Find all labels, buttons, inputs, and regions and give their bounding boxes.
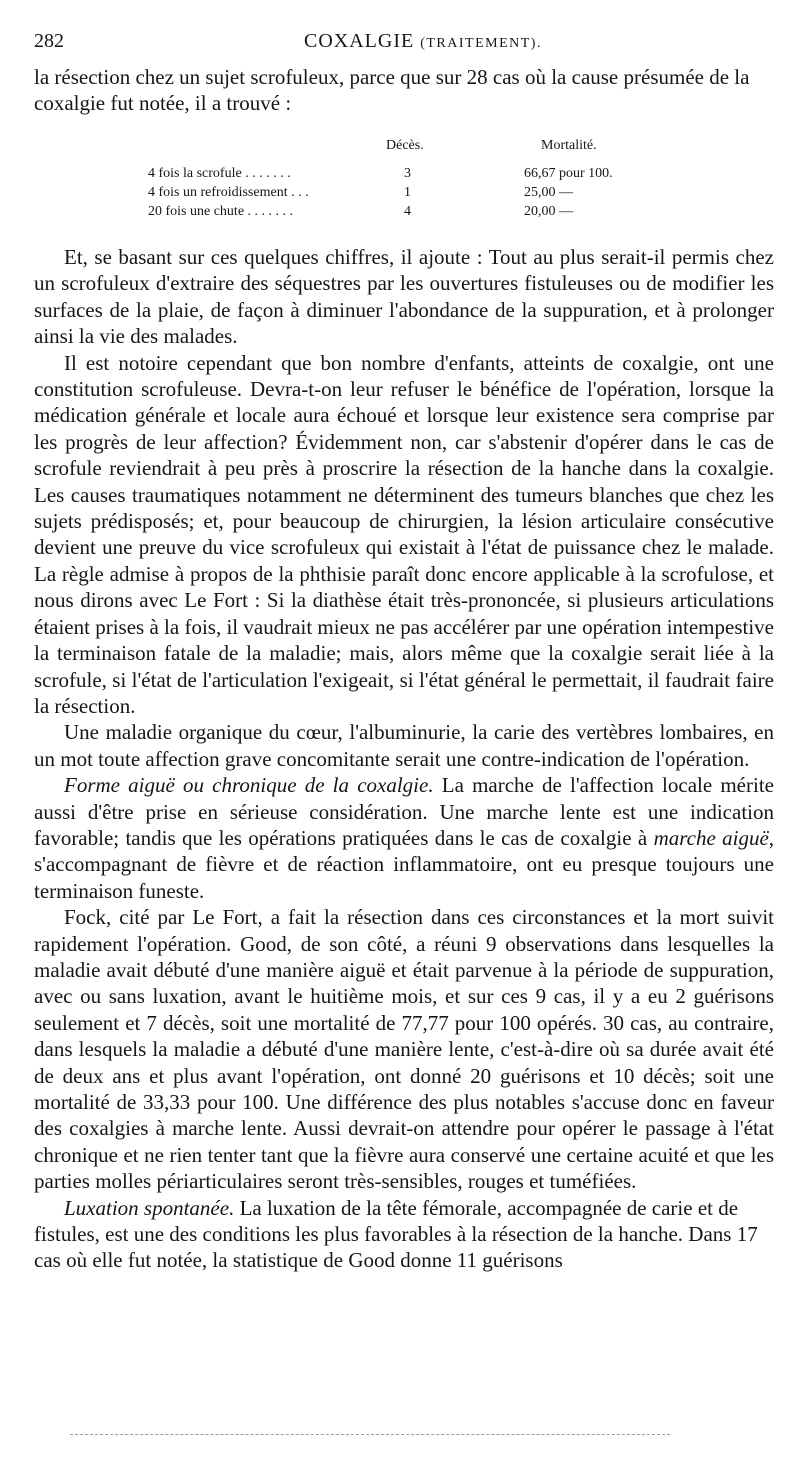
section-title-luxation: Luxation spontanée. bbox=[64, 1195, 235, 1220]
paragraph-4-text-a: La marche de l'affection locale mérite aussi d'être prise en sérieuse considération. Une marche lente est une indication favorable; tandis que les opérations pratiquées dans le cas de coxalgie à bbox=[34, 773, 774, 850]
paragraph-6 bbox=[34, 1195, 774, 1274]
row-mortalite: 66,67 pour 100. bbox=[524, 166, 613, 181]
mortalite-header: Mortalité. bbox=[541, 138, 597, 153]
running-title-sub: (TRAITEMENT). bbox=[420, 36, 542, 51]
running-title-main: COXALGIE bbox=[304, 30, 415, 52]
table-row bbox=[0, 166, 800, 186]
body-text bbox=[34, 244, 774, 1274]
running-title bbox=[304, 30, 542, 53]
paragraph-2: Il est notoire cependant que bon nombre d'enfants, atteints de coxalgie, ont une constitution scrofuleuse. Devra-t-on leur refuser le bénéfice de l'opération, lorsque la médication générale et locale aura échoué et lorsque leur existence sera comprise par les progrès de leur affection? Évidemment non, car s'abstenir d'opérer dans le cas de scrofule reviendrait à peu près à proscrire la résection de la hanche dans la coxalgie. Les causes traumatiques notamment ne déterminent des tumeurs blanches que chez les sujets prédisposés; et, pour beaucoup de chirurgien, la lésion articulaire consécutive devient une preuve du vice scrofuleux qui existait à l'état de puissance chez le malade. La règle admise à propos de la phthisie paraît donc encore applicable à la scrofulose, et nous dirons avec Le Fort : Si la diathèse était très-prononcée, si plusieurs articulations étaient prises à la fois, il vaudrait mieux ne pas accélérer par une opération intempestive la terminaison fatale de la maladie; mais, alors même que la coxalgie serait liée à la scrofule, si l'état de l'articulation l'exigeait, si l'état général le permettait, il faudrait faire la résection. bbox=[34, 350, 774, 718]
deces-header: Décès. bbox=[386, 138, 424, 153]
footer-rule bbox=[70, 1434, 670, 1435]
paragraph-6-text: La luxation de la tête fémorale, accompagnée de carie et de fistules, est une des conditions les plus favorables à la résection de la hanche. Dans 17 cas où elle fut notée, la statistique de Good donne 11 guérisons bbox=[34, 1195, 758, 1273]
paragraph-4 bbox=[34, 772, 774, 904]
paragraph-4-emphasis: marche aiguë bbox=[653, 825, 769, 850]
row-label: 4 fois un refroidissement . . . bbox=[148, 185, 309, 200]
paragraph-3: Une maladie organique du cœur, l'albuminurie, la carie des vertèbres lombaires, en un mot toute affection grave concomitante serait une contre-indication de l'opération. bbox=[34, 720, 774, 771]
row-label: 20 fois une chute . . . . . . . bbox=[148, 204, 294, 219]
paragraph-4-text-b: , s'accompagnant de fièvre et de réaction inflammatoire, ont eu presque toujours une terminaison funeste. bbox=[34, 825, 775, 903]
page-number: 282 bbox=[34, 30, 64, 52]
row-deces: 4 bbox=[404, 204, 411, 219]
paragraph-1: Et, se basant sur ces quelques chiffres, il ajoute : Tout au plus serait-il permis chez un scrofuleux d'extraire des séquestres par les ouvertures fistuleuses ou de modifier les surfaces de la plaie, de façon à diminuer l'abondance de la suppuration, et à prolonger ainsi la vie des malades. bbox=[34, 245, 774, 349]
intro-text bbox=[34, 64, 774, 116]
cause-statistics-table bbox=[0, 138, 800, 228]
table-row bbox=[0, 185, 800, 205]
paragraph-5: Fock, cité par Le Fort, a fait la résection dans ces circonstances et la mort suivit rapidement l'opération. Good, de son côté, a réuni 9 observations dans lesquelles la maladie avait débuté d'une manière aiguë et était parvenue à la période de suppuration, avec ou sans luxation, avant le huitième mois, et sur ces 9 cas, il y a eu 2 guérisons seulement et 7 décès, soit une mortalité de 77,77 pour 100 opérés. 30 cas, au contraire, dans lesquels la maladie a débuté d'une manière lente, c'est-à-dire où sa durée avait été de deux ans et plus avant l'opération, ont donné 20 guérisons et 10 décès; soit une mortalité de 33,33 pour 100. Une différence des plus notables s'accuse donc en faveur des coxalgies à marche lente. Aussi devrait-on attendre pour opérer le passage à l'état chronique et ne rien tenter tant que la fièvre aura conservé une certaine acuité et que les parties molles périarticulaires seront très-sensibles, rouges et tuméfiées. bbox=[34, 905, 774, 1194]
row-deces: 3 bbox=[404, 166, 411, 181]
row-deces: 1 bbox=[404, 185, 411, 200]
row-mortalite: 20,00 — bbox=[524, 204, 573, 219]
section-title-forme: Forme aiguë ou chronique de la coxalgie. bbox=[64, 773, 434, 798]
page-header bbox=[34, 30, 774, 58]
table-row bbox=[0, 204, 800, 224]
row-mortalite: 25,00 — bbox=[524, 185, 573, 200]
intro-paragraph: la résection chez un sujet scrofuleux, parce que sur 28 cas où la cause présumée de la coxalgie fut notée, il a trouvé : bbox=[34, 65, 750, 115]
row-label: 4 fois la scrofule . . . . . . . bbox=[148, 166, 291, 181]
